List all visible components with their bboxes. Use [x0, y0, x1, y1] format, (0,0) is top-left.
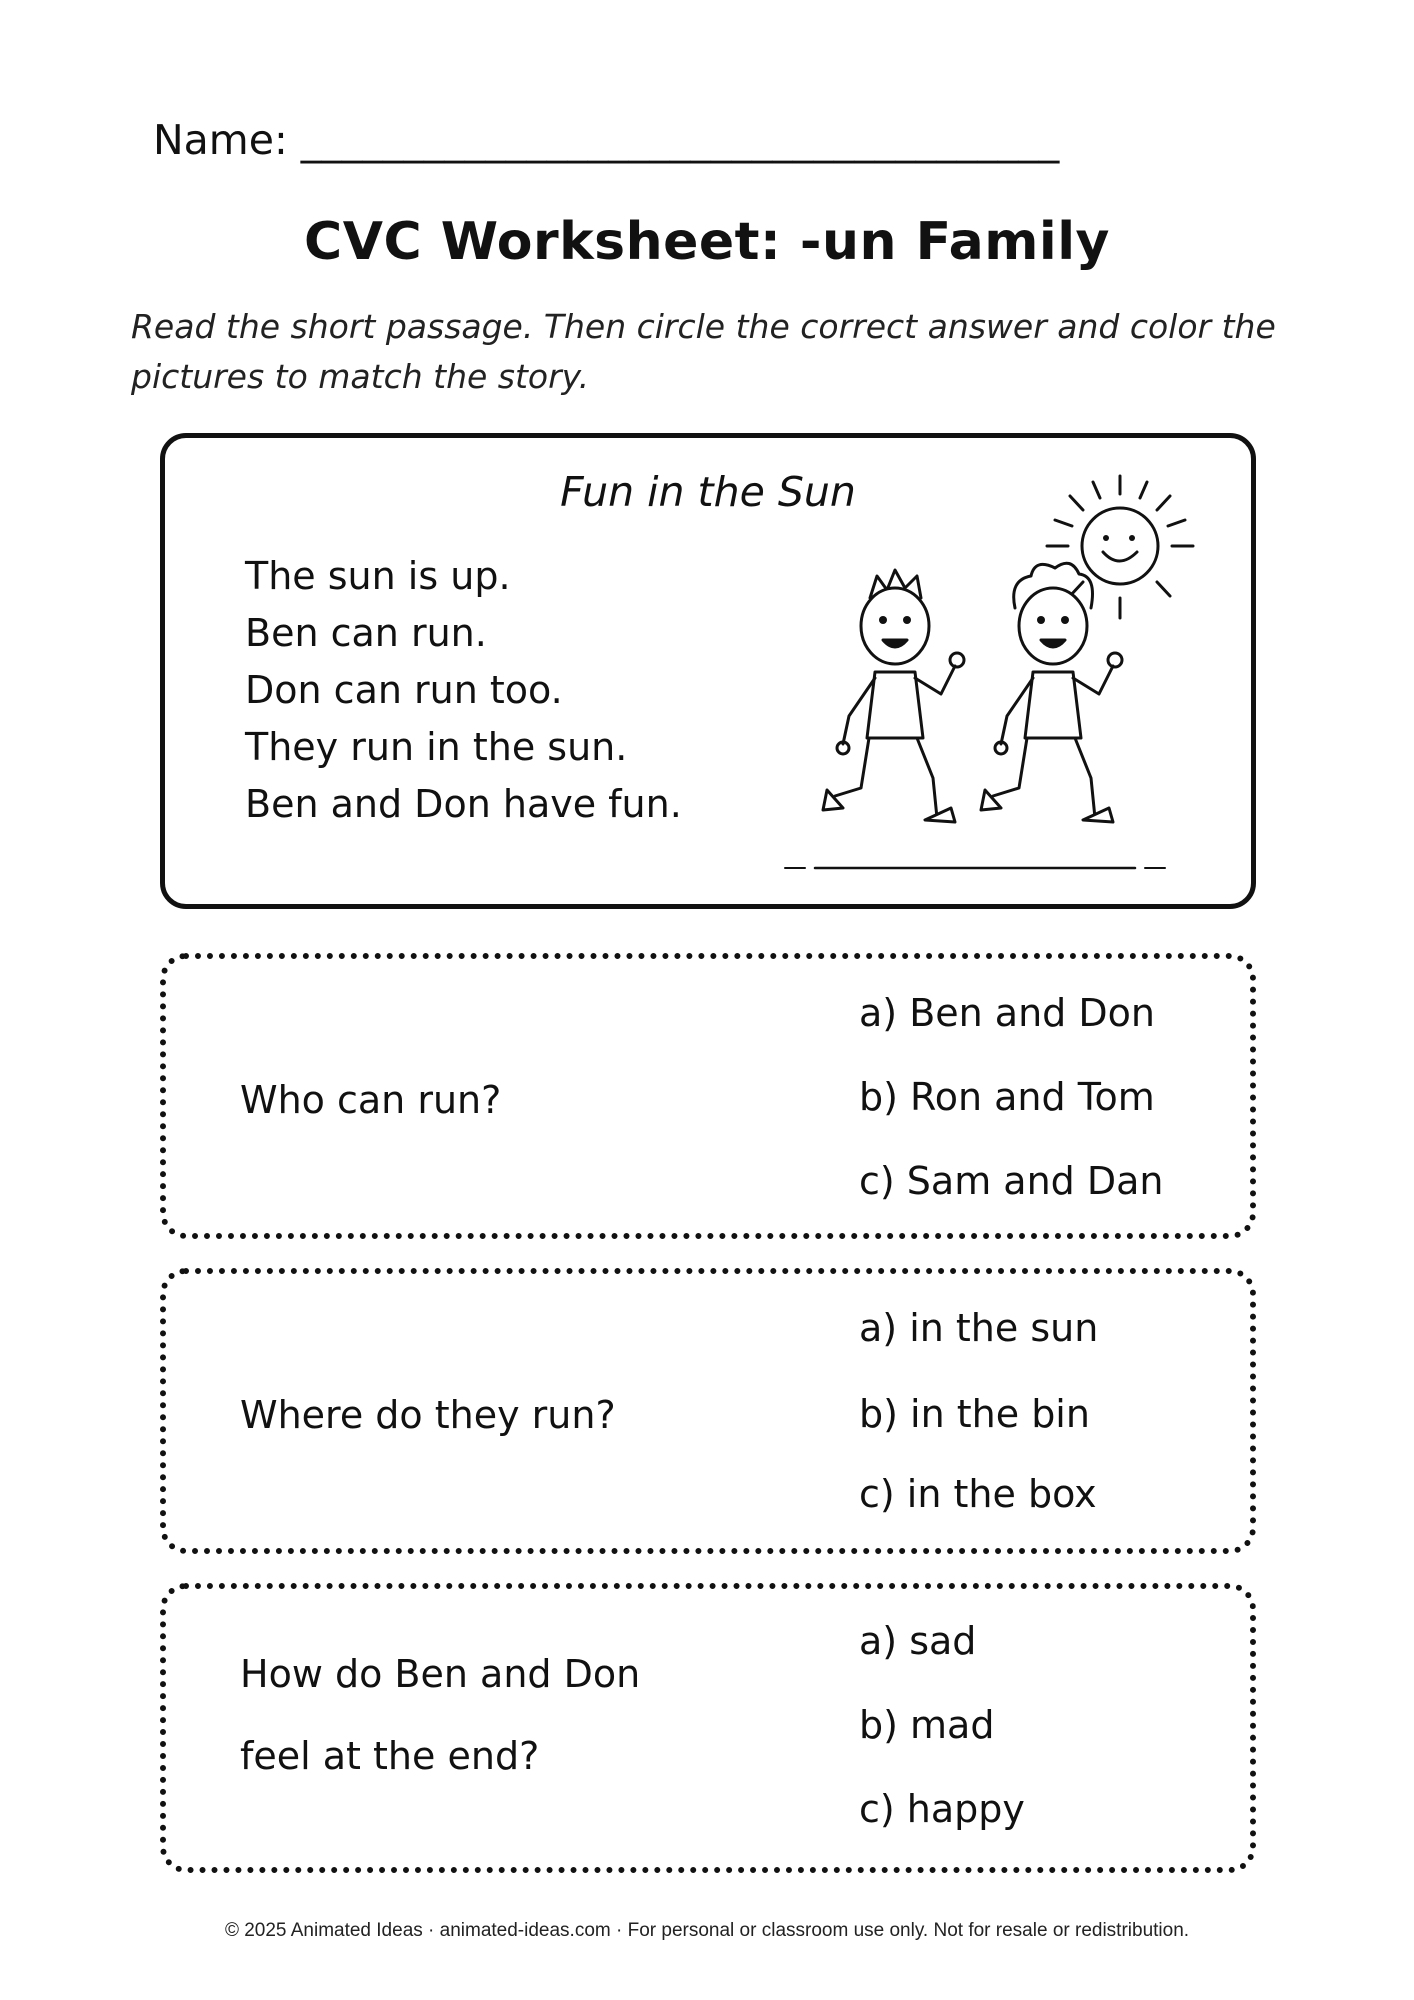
- answer-option-c[interactable]: c) in the box: [859, 1472, 1097, 1516]
- name-field-label: Name: _____________________________________: [153, 116, 1060, 164]
- boy-don-icon: [981, 563, 1122, 822]
- instructions-text: Read the short passage. Then circle the correct answer and color the pictures to match the story.: [131, 307, 1276, 396]
- story-line: Ben and Don have fun.: [245, 782, 682, 826]
- question-box: [160, 1583, 1256, 1873]
- copyright-footer: © 2025 Animated Ideas · animated-ideas.com · For personal or classroom use only. Not for resale or redistribution.: [224, 1920, 1190, 1941]
- question-text: [240, 1633, 640, 1797]
- story-line: The sun is up.: [245, 554, 511, 598]
- answer-option-a[interactable]: a) in the sun: [859, 1306, 1099, 1350]
- story-line: They run in the sun.: [245, 725, 628, 769]
- answer-option-c[interactable]: c) happy: [859, 1787, 1025, 1831]
- answer-option-c[interactable]: c) Sam and Dan: [859, 1159, 1164, 1203]
- answer-option-b[interactable]: b) Ron and Tom: [859, 1075, 1155, 1119]
- answer-option-a[interactable]: a) Ben and Don: [859, 991, 1155, 1035]
- story-box: [160, 433, 1256, 909]
- question-text: [240, 1374, 616, 1456]
- story-line: Ben can run.: [245, 611, 487, 655]
- answer-option-b[interactable]: b) mad: [859, 1703, 995, 1747]
- question-box: [160, 953, 1256, 1239]
- sun-and-two-running-boys-icon: [765, 458, 1235, 898]
- question-line: feel at the end?: [240, 1734, 540, 1778]
- answer-option-b[interactable]: b) in the bin: [859, 1392, 1090, 1436]
- story-title: Fun in the Sun: [560, 468, 856, 516]
- worksheet-title: CVC Worksheet: -un Family: [304, 212, 1110, 272]
- boy-ben-icon: [823, 570, 964, 822]
- question-box: [160, 1268, 1256, 1554]
- answer-option-a[interactable]: a) sad: [859, 1619, 977, 1663]
- story-text: [245, 548, 682, 833]
- question-text: [240, 1059, 501, 1141]
- story-line: Don can run too.: [245, 668, 563, 712]
- question-line: Where do they run?: [240, 1393, 616, 1437]
- question-line: Who can run?: [240, 1078, 502, 1122]
- question-line: How do Ben and Don: [240, 1652, 641, 1696]
